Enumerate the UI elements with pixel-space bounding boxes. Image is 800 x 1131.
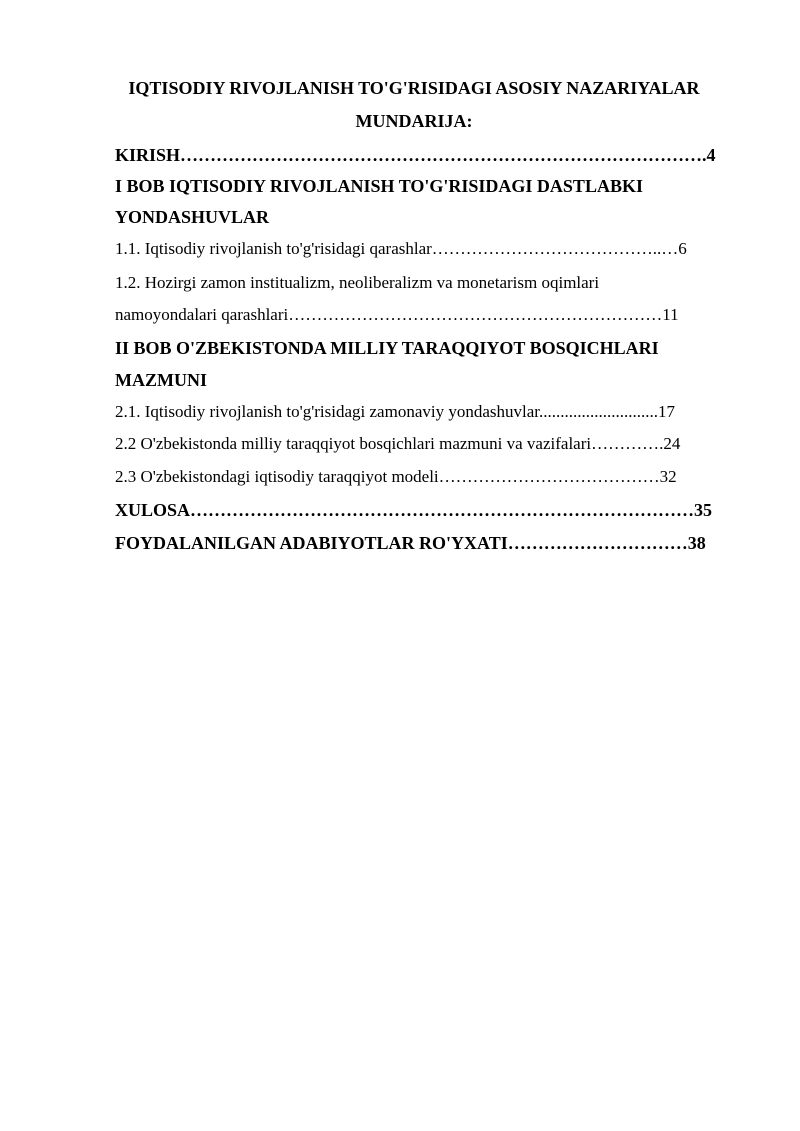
toc-heading: MUNDARIJA:: [355, 111, 473, 131]
toc-entry-xulosa: XULOSA…………………………………………………………………………35: [115, 500, 713, 520]
toc-entry-kirish: KIRISH…………………………………………………………………………….4: [115, 145, 716, 165]
toc-chapter-2-line1: II BOB O'ZBEKISTONDA MILLIY TARAQQIYOT BOSQICHLARI: [115, 338, 659, 358]
toc-entry-2-2: 2.2 O'zbekistonda milliy taraqqiyot bosqichlari mazmuni va vazifalari………….24: [115, 434, 681, 453]
toc-chapter-1-line1: I BOB IQTISODIY RIVOJLANISH TO'G'RISIDAGI DASTLABKI: [115, 176, 643, 196]
toc-entry-2-3: 2.3 O'zbekistondagi iqtisodiy taraqqiyot modeli…………………………………32: [115, 467, 677, 486]
document-title: IQTISODIY RIVOJLANISH TO'G'RISIDAGI ASOSIY NAZARIYALAR: [128, 78, 700, 98]
toc-entry-1-1: 1.1. Iqtisodiy rivojlanish to'g'risidagi qarashlar…………………………………..…6: [115, 239, 687, 258]
toc-entry-1-2-line1: 1.2. Hozirgi zamon institualizm, neoliberalizm va monetarism oqimlari: [115, 273, 600, 292]
toc-chapter-1-line2: YONDASHUVLAR: [115, 207, 270, 227]
toc-entry-1-2-line2: namoyondalari qarashlari…………………………………………………………11: [115, 305, 679, 324]
toc-entry-bibliography: FOYDALANILGAN ADABIYOTLAR RO'YXATI…………………………38: [115, 533, 706, 553]
toc-chapter-2-line2: MAZMUNI: [115, 370, 207, 390]
toc-entry-2-1: 2.1. Iqtisodiy rivojlanish to'g'risidagi zamonaviy yondashuvlar............................17: [115, 402, 675, 421]
